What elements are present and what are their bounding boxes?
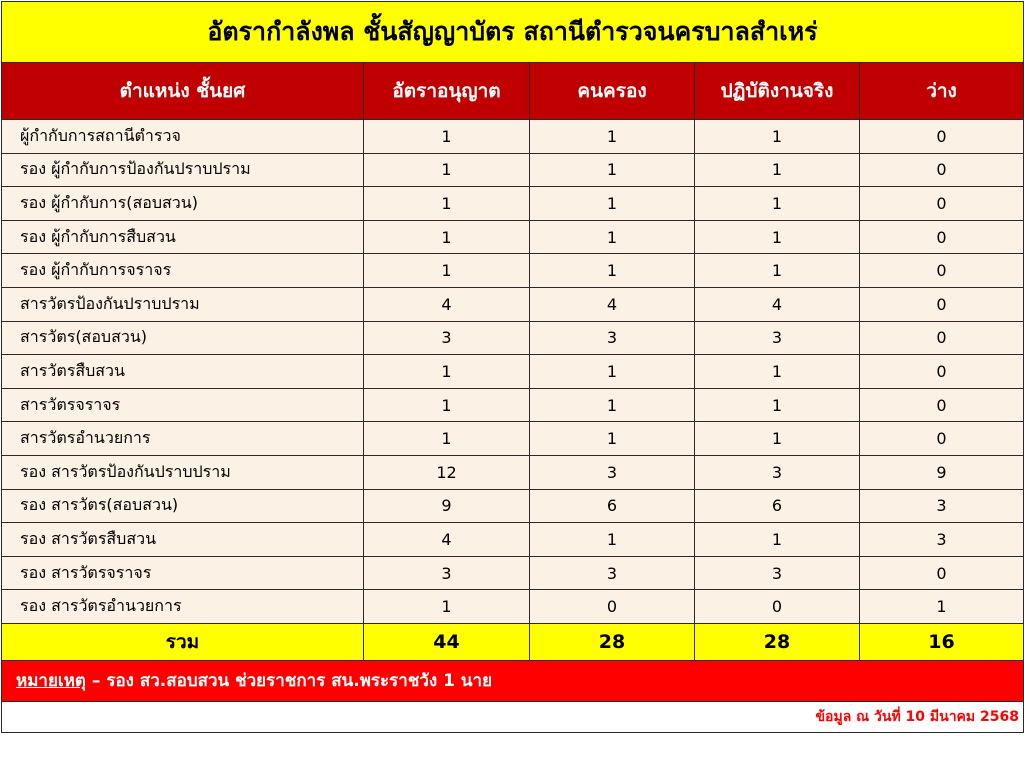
cell-occupied: 1 bbox=[530, 355, 695, 389]
table-row bbox=[2, 220, 1024, 254]
cell-actual: 1 bbox=[695, 187, 860, 221]
date-row bbox=[2, 701, 1024, 732]
cell-position: รอง สารวัตรอำนวยการ bbox=[2, 590, 364, 624]
cell-vacant: 3 bbox=[860, 523, 1024, 557]
cell-vacant: 0 bbox=[860, 153, 1024, 187]
table-row bbox=[2, 489, 1024, 523]
cell-vacant: 0 bbox=[860, 254, 1024, 288]
cell-actual: 3 bbox=[695, 455, 860, 489]
table-row bbox=[2, 120, 1024, 154]
cell-occupied: 4 bbox=[530, 287, 695, 321]
cell-actual: 1 bbox=[695, 523, 860, 557]
cell-position: ผู้กำกับการสถานีตำรวจ bbox=[2, 120, 364, 154]
cell-occupied: 3 bbox=[530, 455, 695, 489]
cell-authorized: 1 bbox=[364, 590, 530, 624]
cell-position: รอง ผู้กำกับการ(สอบสวน) bbox=[2, 187, 364, 221]
cell-position: สารวัตรป้องกันปราบปราม bbox=[2, 287, 364, 321]
cell-position: รอง สารวัตรจราจร bbox=[2, 556, 364, 590]
header-actual: ปฏิบัติงานจริง bbox=[695, 63, 860, 120]
table-row bbox=[2, 590, 1024, 624]
cell-actual: 1 bbox=[695, 153, 860, 187]
table-row bbox=[2, 388, 1024, 422]
cell-occupied: 6 bbox=[530, 489, 695, 523]
cell-vacant: 0 bbox=[860, 287, 1024, 321]
cell-occupied: 1 bbox=[530, 153, 695, 187]
cell-authorized: 9 bbox=[364, 489, 530, 523]
cell-occupied: 3 bbox=[530, 321, 695, 355]
total-occupied: 28 bbox=[530, 623, 695, 660]
cell-position: สารวัตรสืบสวน bbox=[2, 355, 364, 389]
total-vacant: 16 bbox=[860, 623, 1024, 660]
cell-actual: 1 bbox=[695, 422, 860, 456]
cell-position: รอง สารวัตร(สอบสวน) bbox=[2, 489, 364, 523]
cell-position: รอง สารวัตรป้องกันปราบปราม bbox=[2, 455, 364, 489]
cell-authorized: 1 bbox=[364, 254, 530, 288]
cell-occupied: 1 bbox=[530, 187, 695, 221]
cell-actual: 1 bbox=[695, 254, 860, 288]
cell-authorized: 4 bbox=[364, 287, 530, 321]
cell-authorized: 1 bbox=[364, 422, 530, 456]
table-row bbox=[2, 254, 1024, 288]
cell-actual: 6 bbox=[695, 489, 860, 523]
cell-authorized: 12 bbox=[364, 455, 530, 489]
cell-authorized: 1 bbox=[364, 153, 530, 187]
cell-actual: 1 bbox=[695, 388, 860, 422]
remark-text: – รอง สว.สอบสวน ช่วยราชการ สน.พระราชวัง 1 นาย bbox=[85, 671, 493, 692]
cell-vacant: 0 bbox=[860, 422, 1024, 456]
cell-vacant: 3 bbox=[860, 489, 1024, 523]
remark-label: หมายเหตุ bbox=[16, 671, 86, 692]
header-occupied: คนครอง bbox=[530, 63, 695, 120]
cell-actual: 4 bbox=[695, 287, 860, 321]
cell-vacant: 0 bbox=[860, 321, 1024, 355]
table-row bbox=[2, 287, 1024, 321]
cell-occupied: 3 bbox=[530, 556, 695, 590]
cell-authorized: 3 bbox=[364, 321, 530, 355]
table-row bbox=[2, 355, 1024, 389]
cell-occupied: 1 bbox=[530, 120, 695, 154]
table-row bbox=[2, 153, 1024, 187]
cell-actual: 0 bbox=[695, 590, 860, 624]
cell-vacant: 0 bbox=[860, 220, 1024, 254]
cell-vacant: 9 bbox=[860, 455, 1024, 489]
cell-actual: 1 bbox=[695, 120, 860, 154]
cell-occupied: 1 bbox=[530, 422, 695, 456]
cell-vacant: 0 bbox=[860, 556, 1024, 590]
table-row bbox=[2, 455, 1024, 489]
table-row bbox=[2, 523, 1024, 557]
cell-position: สารวัตรจราจร bbox=[2, 388, 364, 422]
table-row bbox=[2, 187, 1024, 221]
cell-position: รอง ผู้กำกับการจราจร bbox=[2, 254, 364, 288]
cell-authorized: 4 bbox=[364, 523, 530, 557]
cell-position: รอง สารวัตรสืบสวน bbox=[2, 523, 364, 557]
cell-vacant: 0 bbox=[860, 355, 1024, 389]
cell-vacant: 1 bbox=[860, 590, 1024, 624]
cell-vacant: 0 bbox=[860, 388, 1024, 422]
table-row bbox=[2, 422, 1024, 456]
remark-cell bbox=[2, 660, 1024, 701]
header-authorized: อัตราอนุญาต bbox=[364, 63, 530, 120]
staffing-table bbox=[1, 1, 1024, 733]
data-date: ข้อมูล ณ วันที่ 10 มีนาคม 2568 bbox=[2, 701, 1024, 732]
total-actual: 28 bbox=[695, 623, 860, 660]
cell-actual: 3 bbox=[695, 556, 860, 590]
cell-authorized: 1 bbox=[364, 220, 530, 254]
cell-occupied: 0 bbox=[530, 590, 695, 624]
cell-actual: 1 bbox=[695, 355, 860, 389]
total-row bbox=[2, 623, 1024, 660]
cell-authorized: 1 bbox=[364, 388, 530, 422]
cell-vacant: 0 bbox=[860, 120, 1024, 154]
header-vacant: ว่าง bbox=[860, 63, 1024, 120]
header-position: ตำแหน่ง ชั้นยศ bbox=[2, 63, 364, 120]
cell-position: รอง ผู้กำกับการป้องกันปราบปราม bbox=[2, 153, 364, 187]
cell-authorized: 3 bbox=[364, 556, 530, 590]
cell-position: สารวัตร(สอบสวน) bbox=[2, 321, 364, 355]
remark-row bbox=[2, 660, 1024, 701]
cell-occupied: 1 bbox=[530, 254, 695, 288]
cell-actual: 3 bbox=[695, 321, 860, 355]
table-row bbox=[2, 556, 1024, 590]
cell-occupied: 1 bbox=[530, 523, 695, 557]
total-authorized: 44 bbox=[364, 623, 530, 660]
table-row bbox=[2, 321, 1024, 355]
table-title: อัตรากำลังพล ชั้นสัญญาบัตร สถานีตำรวจนครบาลสำเหร่ bbox=[2, 2, 1024, 63]
cell-position: สารวัตรอำนวยการ bbox=[2, 422, 364, 456]
total-label: รวม bbox=[2, 623, 364, 660]
cell-occupied: 1 bbox=[530, 388, 695, 422]
cell-vacant: 0 bbox=[860, 187, 1024, 221]
cell-authorized: 1 bbox=[364, 355, 530, 389]
cell-actual: 1 bbox=[695, 220, 860, 254]
cell-authorized: 1 bbox=[364, 120, 530, 154]
cell-occupied: 1 bbox=[530, 220, 695, 254]
cell-authorized: 1 bbox=[364, 187, 530, 221]
cell-position: รอง ผู้กำกับการสืบสวน bbox=[2, 220, 364, 254]
